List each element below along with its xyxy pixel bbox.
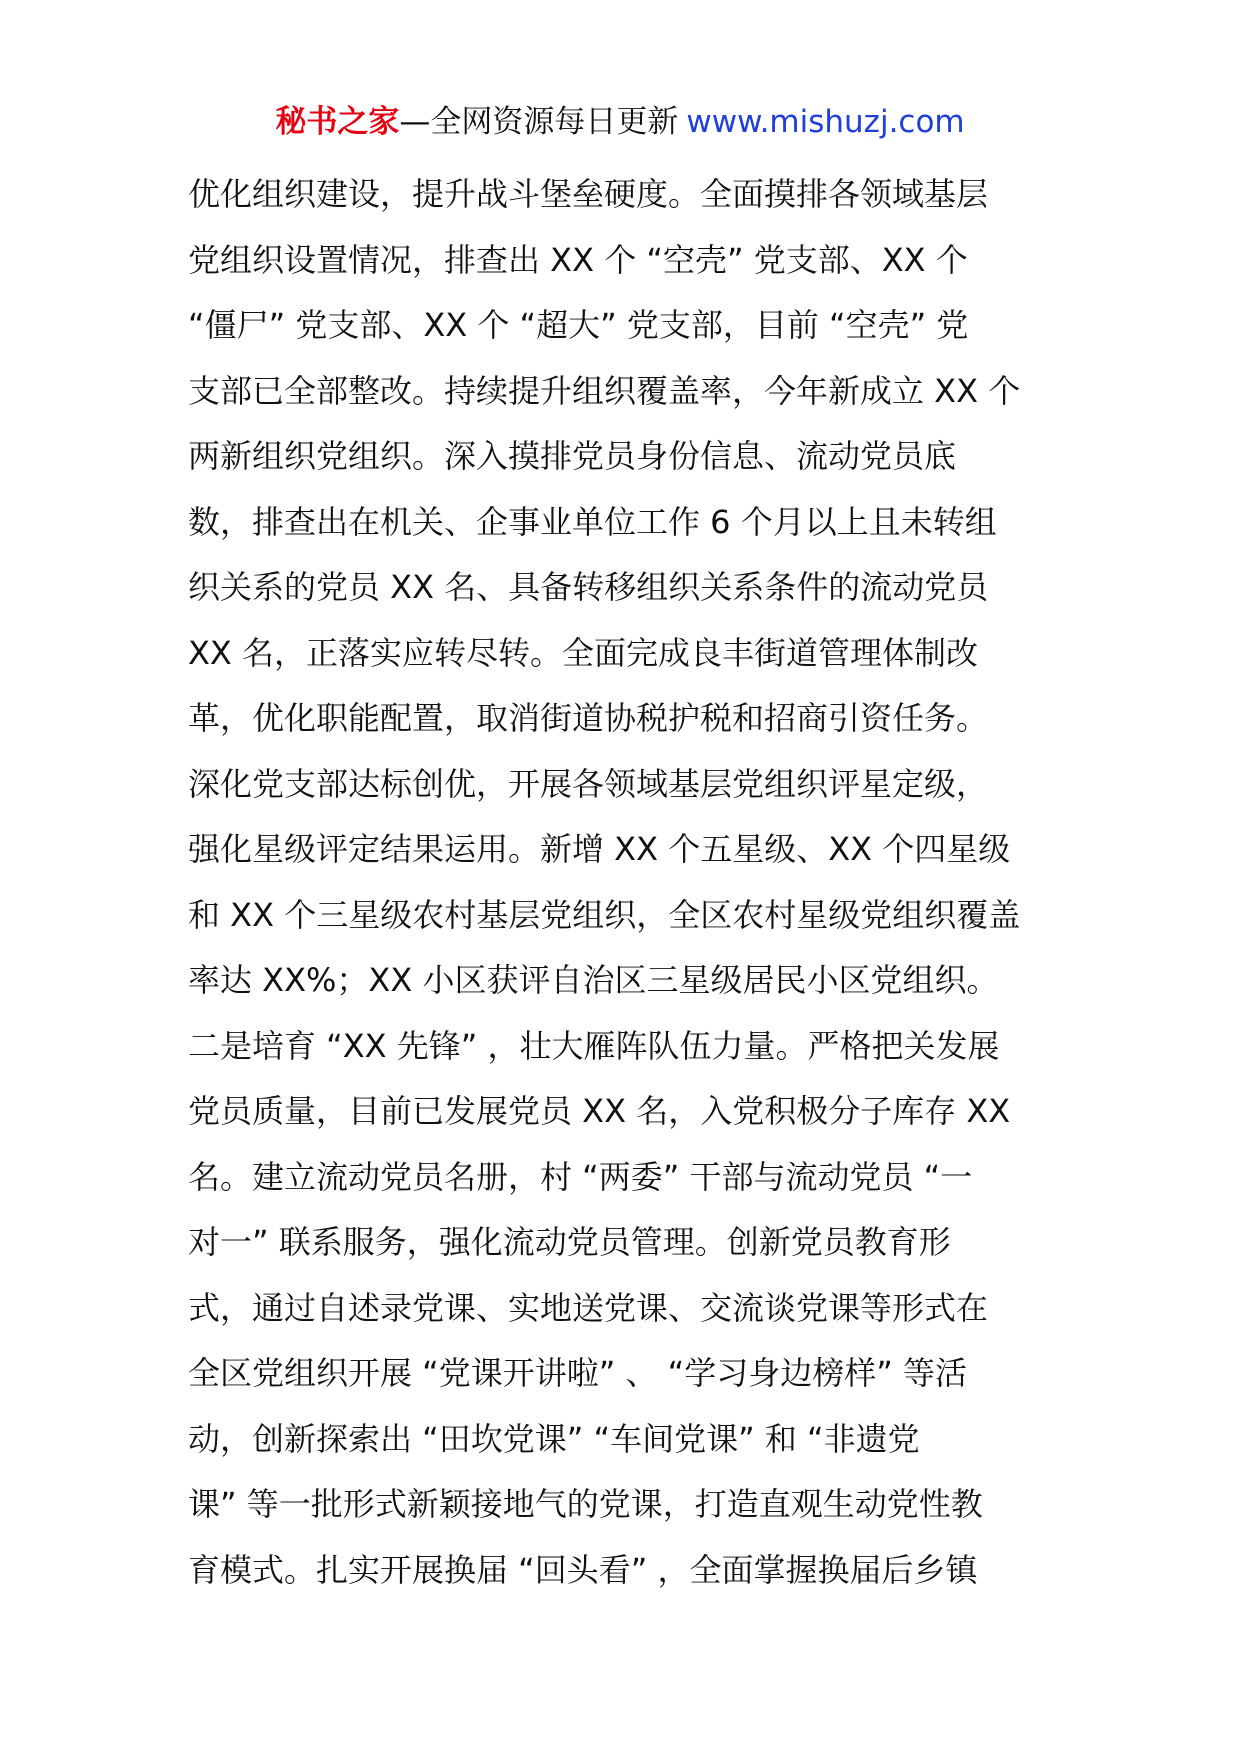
text-line: 强化星级评定结果运用。新增 XX 个五星级、XX 个四星级	[188, 830, 1011, 868]
text-line: 二是培育 “XX 先锋” ，壮大雁阵队伍力量。严格把关发展	[188, 1026, 1000, 1065]
brand-name: 秘书之家	[275, 104, 400, 140]
text-line: 数，排查出在机关、企事业单位工作 6 个月以上且未转组	[188, 502, 997, 541]
text-line: 党组织设置情况，排查出 XX 个 “空壳” 党支部、XX 个	[188, 240, 968, 279]
text-line: XX 名，正落实应转尽转。全面完成良丰街道管理体制改	[188, 633, 979, 672]
site-header	[0, 100, 1240, 144]
text-line: “僵尸” 党支部、XX 个 “超大” 党支部，目前 “空壳” 党	[188, 306, 969, 344]
document-body	[188, 162, 1068, 1603]
text-line: 优化组织建设，提升战斗堡垒硬度。全面摸排各领域基层	[188, 175, 989, 213]
text-line: 育模式。扎实开展换届 “回头看” ，全面掌握换届后乡镇	[188, 1550, 978, 1589]
text-line: 动，创新探索出 “田坎党课” “车间党课” 和 “非遗党	[188, 1419, 920, 1458]
text-line: 革，优化职能配置，取消街道协税护税和招商引资任务。	[188, 699, 989, 737]
site-url-link[interactable]: www.mishuzj.com	[686, 104, 965, 140]
text-line: 深化党支部达标创优，开展各领域基层党组织评星定级，	[188, 764, 989, 803]
text-line: 两新组织党组织。深入摸排党员身份信息、流动党员底	[188, 437, 957, 475]
text-line: 党员质量，目前已发展党员 XX 名，入党积极分子库存 XX	[188, 1092, 1011, 1130]
header-tagline: —全网资源每日更新	[399, 104, 679, 140]
text-line: 织关系的党员 XX 名、具备转移组织关系条件的流动党员	[188, 568, 989, 606]
text-line: 对一” 联系服务，强化流动党员管理。创新党员教育形	[188, 1223, 951, 1261]
text-line: 课” 等一批形式新颖接地气的党课，打造直观生动党性教	[188, 1485, 983, 1523]
text-line: 支部已全部整改。持续提升组织覆盖率，今年新成立 XX 个	[188, 371, 1021, 410]
text-line: 率达 XX%；XX 小区获评自治区三星级居民小区党组织。	[188, 961, 999, 999]
text-line: 和 XX 个三星级农村基层党组织，全区农村星级党组织覆盖	[188, 895, 1021, 934]
text-line: 全区党组织开展 “党课开讲啦” 、 “学习身边榜样” 等活	[188, 1354, 968, 1392]
text-line: 式，通过自述录党课、实地送党课、交流谈党课等形式在	[188, 1288, 989, 1327]
text-line: 名。建立流动党员名册，村 “两委” 干部与流动党员 “一	[188, 1157, 973, 1196]
